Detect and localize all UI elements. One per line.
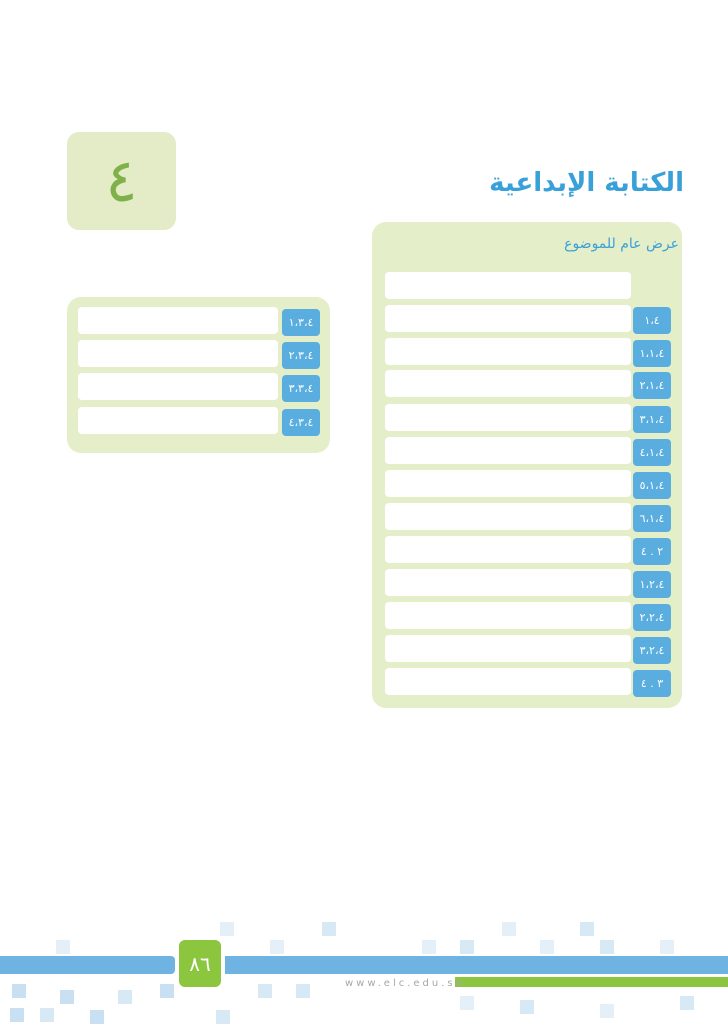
toc-row-bar	[385, 635, 631, 662]
toc-row-bar	[78, 407, 278, 434]
decor-square	[216, 1010, 230, 1024]
decor-square	[600, 940, 614, 954]
toc-row-bar	[385, 536, 631, 563]
website-url[interactable]: www.elc.edu.sa	[345, 978, 465, 989]
overview-heading: عرض عام للموضوع	[564, 236, 679, 252]
decor-square	[118, 990, 132, 1004]
decor-square	[270, 940, 284, 954]
toc-row-bar	[78, 373, 278, 400]
decor-square	[322, 922, 336, 936]
decor-square	[56, 940, 70, 954]
decor-square	[220, 922, 234, 936]
toc-row-bar	[78, 340, 278, 367]
decor-square	[296, 984, 310, 998]
toc-row-number: ٣ . ٤	[633, 670, 671, 697]
decor-square	[580, 922, 594, 936]
toc-row-bar	[385, 338, 631, 365]
toc-row-number: ١،٢،٤	[633, 571, 671, 598]
page-number-box	[179, 940, 221, 987]
chapter-number-box	[67, 132, 176, 230]
toc-row-number: ١،٤	[633, 307, 671, 334]
decor-square	[520, 1000, 534, 1014]
decor-square	[258, 984, 272, 998]
toc-row-number: ٣،٣،٤	[282, 375, 320, 402]
page-number: ٨٦	[189, 951, 211, 976]
decor-square	[90, 1010, 104, 1024]
decor-square	[10, 1008, 24, 1022]
toc-row-bar	[385, 305, 631, 332]
decor-square	[422, 940, 436, 954]
footer-strip	[0, 956, 175, 974]
decor-square	[12, 984, 26, 998]
toc-row-number: ٣،١،٤	[633, 406, 671, 433]
decor-square	[60, 990, 74, 1004]
toc-row-number: ١،٣،٤	[282, 309, 320, 336]
toc-row-bar	[385, 602, 631, 629]
footer-strip	[225, 956, 728, 974]
toc-row-bar	[385, 503, 631, 530]
decor-square	[600, 1004, 614, 1018]
toc-row-number: ٢،٢،٤	[633, 604, 671, 631]
toc-row-number: ٢،١،٤	[633, 372, 671, 399]
toc-row-bar	[385, 668, 631, 695]
decor-square	[460, 940, 474, 954]
toc-row-number: ٦،١،٤	[633, 505, 671, 532]
decor-square	[40, 1008, 54, 1022]
toc-row-bar	[385, 272, 631, 299]
decor-square	[460, 996, 474, 1010]
chapter-number: ٤	[105, 146, 138, 216]
decor-square	[680, 996, 694, 1010]
toc-row-number: ٢،٣،٤	[282, 342, 320, 369]
decor-square	[540, 940, 554, 954]
toc-row-number: ١،١،٤	[633, 340, 671, 367]
toc-row-bar	[385, 404, 631, 431]
toc-row-number: ٥،١،٤	[633, 472, 671, 499]
toc-row-bar	[385, 569, 631, 596]
decor-square	[660, 940, 674, 954]
decor-square	[502, 922, 516, 936]
footer-green-strip	[455, 977, 728, 987]
toc-row-number: ٢ . ٤	[633, 538, 671, 565]
toc-row-bar	[385, 437, 631, 464]
toc-row-number: ٣،٢،٤	[633, 637, 671, 664]
toc-row-bar	[385, 370, 631, 397]
toc-row-bar	[78, 307, 278, 334]
decor-square	[160, 984, 174, 998]
toc-row-number: ٤،٣،٤	[282, 409, 320, 436]
toc-row-bar	[385, 470, 631, 497]
toc-row-number: ٤،١،٤	[633, 439, 671, 466]
unit-title: الكتابة الإبداعية	[489, 168, 684, 198]
